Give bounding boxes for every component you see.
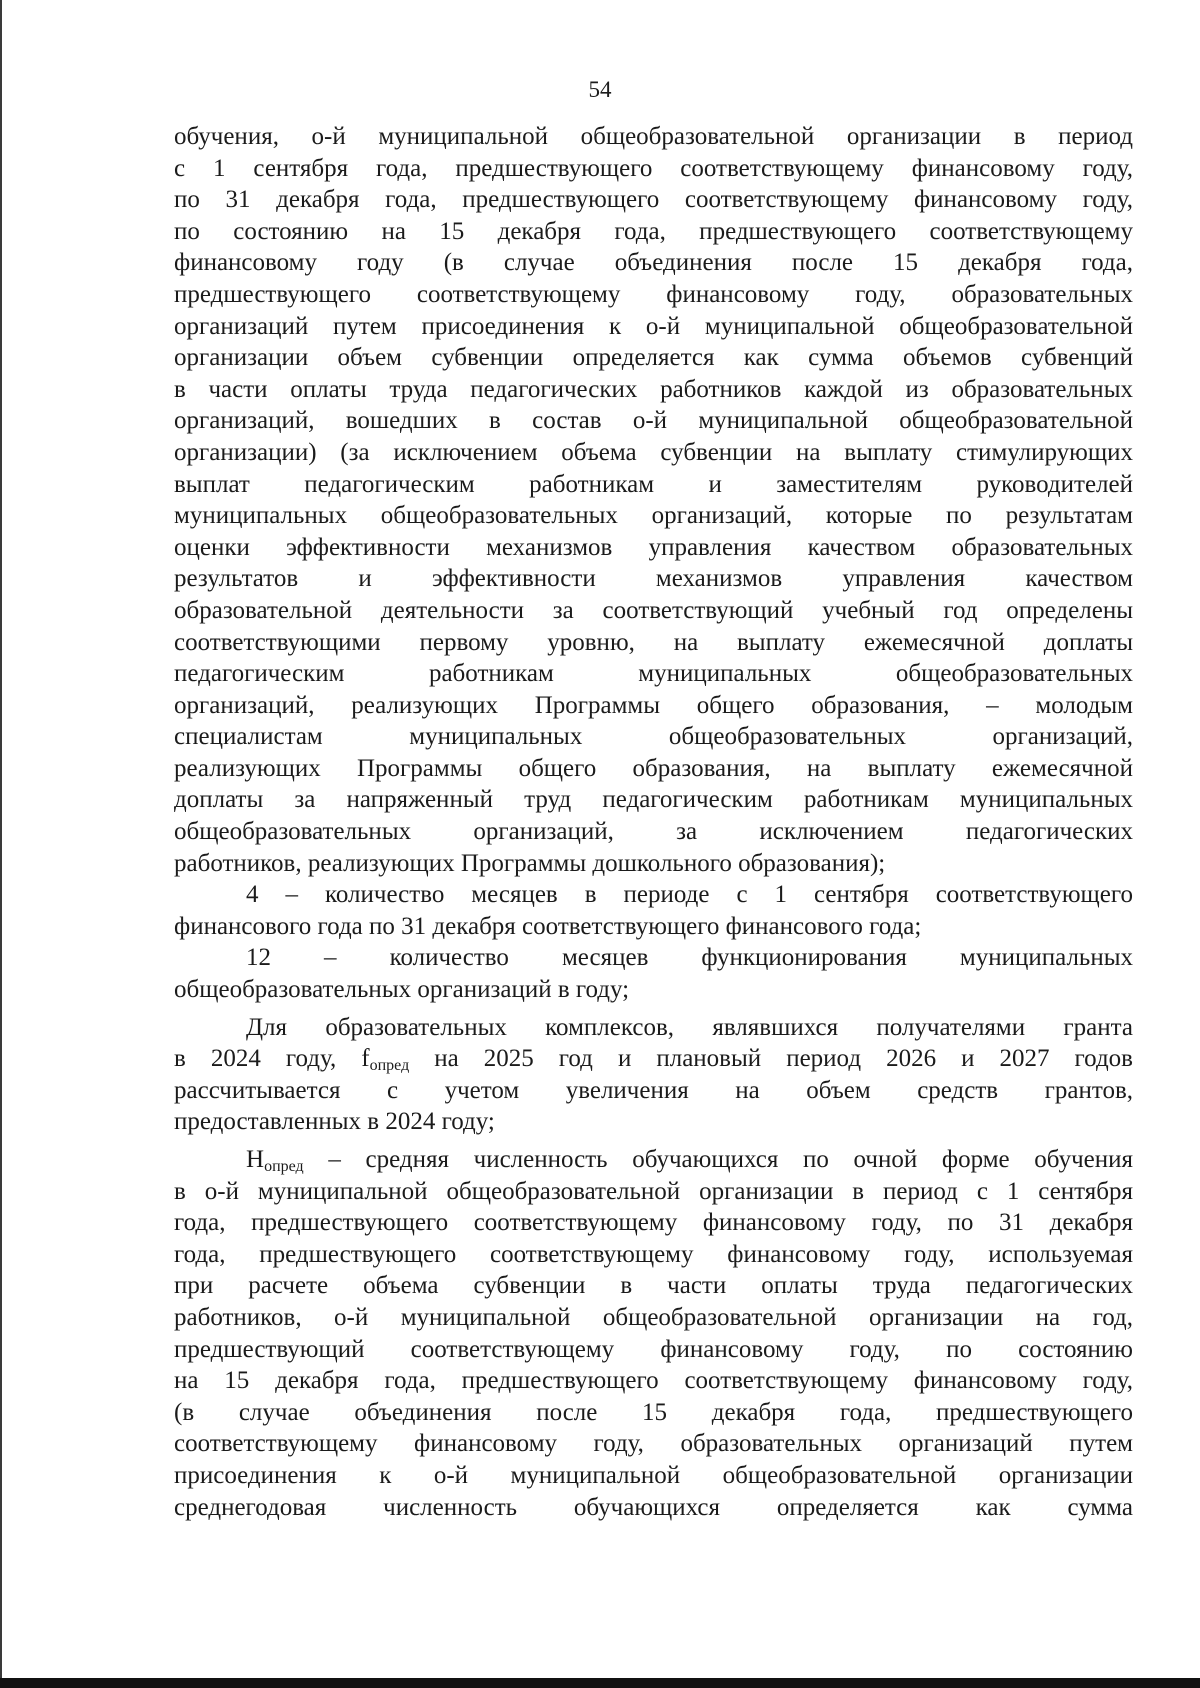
text-line: выплат педагогическим работникам и заместителям руководителей xyxy=(174,470,1133,498)
text-line: обучения, о-й муниципальной общеобразовательной организации в период xyxy=(174,123,1133,150)
text-line: организаций, вошедших в состав о-й муниципальной общеобразовательной xyxy=(174,407,1133,435)
text-line: в части оплаты труда педагогических работников каждой из образовательных xyxy=(174,375,1133,403)
text-line: присоединения к о-й муниципальной общеобразовательной организации xyxy=(174,1461,1133,1489)
text-run: – средняя численность обучающихся по очной форме обучения xyxy=(303,1146,1133,1173)
text-line: организации) (за исключением объема субвенции на выплату стимулирующих xyxy=(174,438,1133,466)
text-line: организации объем субвенции определяется как сумма объемов субвенций xyxy=(174,344,1133,372)
text-line: 12 – количество месяцев функционирования муниципальных xyxy=(246,944,1133,972)
page-number: 54 xyxy=(588,77,612,102)
text-line: при расчете объема субвенции в части оплаты труда педагогических xyxy=(174,1272,1133,1300)
text-line: работников, реализующих Программы дошкольного образования); xyxy=(174,849,886,877)
text-line: финансовому году (в случае объединения после 15 декабря года, xyxy=(174,249,1133,277)
text-line: общеобразовательных организаций, за исключением педагогических xyxy=(174,818,1133,846)
text-line: предшествующего соответствующему финансовому году, образовательных xyxy=(174,280,1133,308)
text-line: работников, о-й муниципальной общеобразовательной организации на год, xyxy=(174,1303,1133,1331)
scan-edge-bottom xyxy=(0,1678,1200,1688)
text-line: организаций, реализующих Программы общего образования, – молодым xyxy=(174,691,1133,719)
text-run: в 2024 году, f xyxy=(174,1045,370,1073)
text-line: соответствующему финансовому году, образовательных организаций путем xyxy=(174,1430,1133,1458)
text-line: среднегодовая численность обучающихся определяется как сумма xyxy=(174,1493,1133,1521)
scan-edge-left xyxy=(0,0,2,1688)
text-line: организаций путем присоединения к о-й муниципальной общеобразовательной xyxy=(174,312,1133,340)
text-line: года, предшествующего соответствующему финансовому году, используемая xyxy=(174,1240,1133,1268)
text-line: реализующих Программы общего образования, на выплату ежемесячной xyxy=(174,754,1133,782)
text-line: года, предшествующего соответствующему финансовому году, по 31 декабря xyxy=(174,1209,1133,1237)
text-run: Н xyxy=(246,1146,265,1173)
text-line: 4 – количество месяцев в периоде с 1 сентября соответствующего xyxy=(246,881,1133,909)
text-line-with-subscript xyxy=(174,1144,1133,1176)
text-line: (в случае объединения после 15 декабря года, предшествующего xyxy=(174,1398,1133,1426)
text-line: соответствующими первому уровню, на выплату ежемесячной доплаты xyxy=(174,628,1133,656)
text-line: по состоянию на 15 декабря года, предшествующего соответствующему xyxy=(174,217,1133,245)
text-line: предоставленных в 2024 году; xyxy=(174,1108,495,1136)
text-line: доплаты за напряженный труд педагогическим работникам муниципальных xyxy=(174,786,1133,814)
text-line: специалистам муниципальных общеобразовательных организаций, xyxy=(174,723,1133,751)
text-line: оценки эффективности механизмов управления качеством образовательных xyxy=(174,533,1133,561)
text-line: предшествующий соответствующему финансовому году, по состоянию xyxy=(174,1335,1133,1363)
text-line: финансового года по 31 декабря соответствующего финансового года; xyxy=(174,912,922,940)
text-line: рассчитывается с учетом увеличения на объем средств грантов, xyxy=(174,1076,1133,1104)
text-run: на 2025 год и плановый период 2026 и 2027 годов xyxy=(409,1045,1133,1073)
text-line-with-subscript xyxy=(174,1043,1133,1075)
document-body xyxy=(174,121,1133,1523)
text-line: результатов и эффективности механизмов управления качеством xyxy=(174,565,1133,593)
text-line: муниципальных общеобразовательных организаций, которые по результатам xyxy=(174,502,1133,530)
text-line: образовательной деятельности за соответствующий учебный год определены xyxy=(174,596,1133,624)
text-line: на 15 декабря года, предшествующего соответствующему финансовому году, xyxy=(174,1367,1133,1395)
text-line: по 31 декабря года, предшествующего соответствующему финансовому году, xyxy=(174,186,1133,214)
text-line: общеобразовательных организаций в году; xyxy=(174,976,630,1004)
text-line: Для образовательных комплексов, являвшихся получателями гранта xyxy=(246,1013,1133,1041)
subscript: опред xyxy=(369,1057,410,1075)
text-line: с 1 сентября года, предшествующего соответствующему финансовому году, xyxy=(174,154,1133,182)
subscript: опред xyxy=(264,1158,304,1175)
text-line: в о-й муниципальной общеобразовательной организации в период с 1 сентября xyxy=(174,1177,1133,1205)
text-line: педагогическим работникам муниципальных общеобразовательных xyxy=(174,660,1133,688)
